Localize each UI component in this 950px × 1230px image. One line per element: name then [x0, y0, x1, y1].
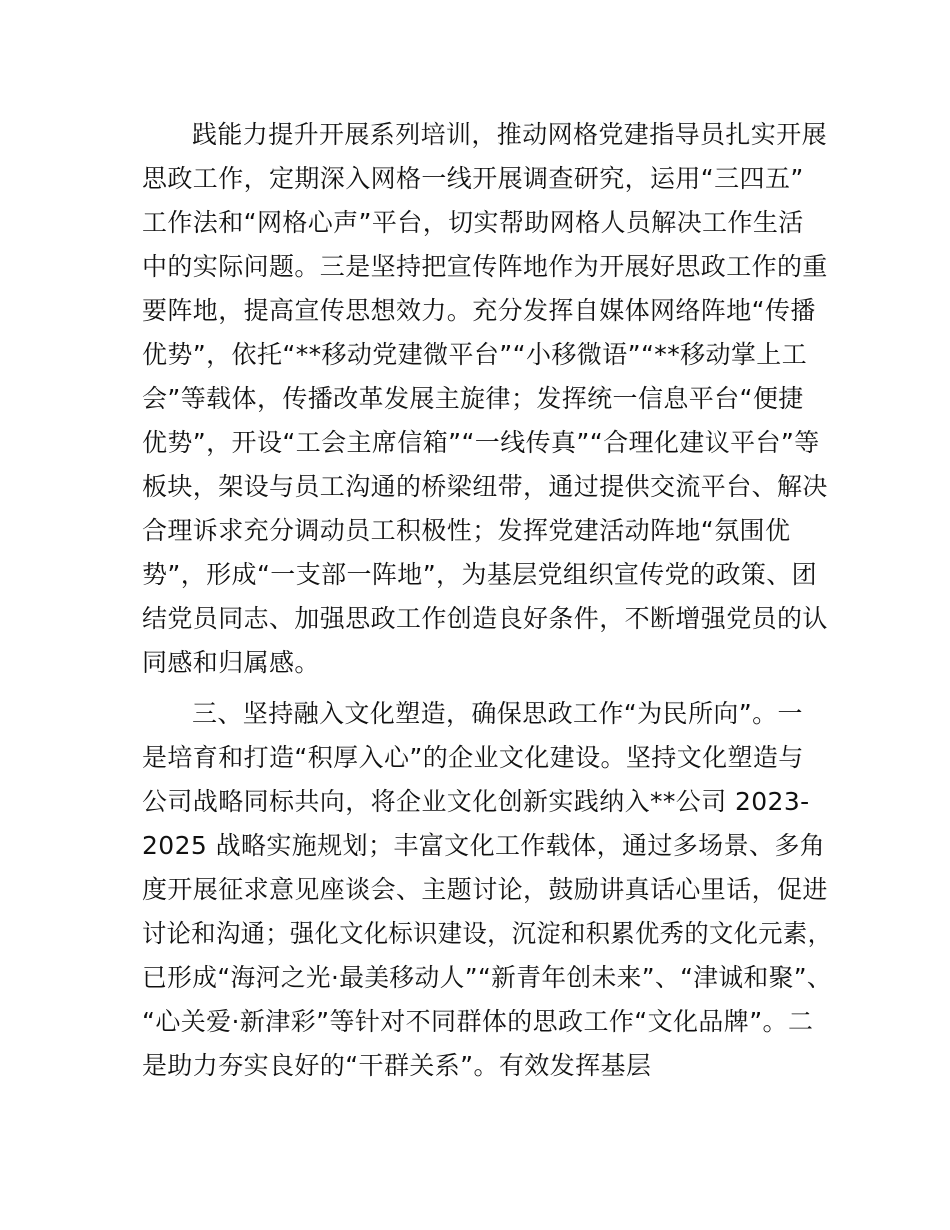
text-line: 2025 战略实施规划；丰富文化工作载体，通过多场景、多角 [142, 831, 826, 860]
text-line: 结党员同志、加强思政工作创造良好条件，不断增强党员的认 [142, 604, 828, 633]
text-line: 已形成“海河之光·最美移动人”“新青年创未来”、“津诚和聚”、 [142, 963, 833, 992]
text-line: 要阵地，提高宣传思想效力。充分发挥自媒体网络阵地“传播 [142, 296, 816, 325]
text-line: 同感和归属感。 [142, 648, 320, 677]
text-line: 思政工作，定期深入网格一线开展调查研究，运用“三四五” [142, 164, 804, 193]
text-line: 势”，形成“一支部一阵地”，为基层党组织宣传党的政策、团 [142, 560, 818, 589]
text-line: 合理诉求充分调动员工积极性；发挥党建活动阵地“氛围优 [142, 516, 791, 545]
text-line: 优势”，依托“**移动党建微平台”“小移微语”“**移动掌上工 [142, 340, 808, 369]
text-line: 度开展征求意见座谈会、主题讨论，鼓励讲真话心里话，促进 [142, 875, 828, 904]
text-line: 板块，架设与员工沟通的桥梁纽带，通过提供交流平台、解决 [142, 472, 828, 501]
text-line: 工作法和“网格心声”平台，切实帮助网格人员解决工作生活 [142, 208, 804, 237]
text-line: “心关爱·新津彩”等针对不同群体的思政工作“文化品牌”。二 [142, 1007, 814, 1036]
text-line: 公司战略同标共向，将企业文化创新实践纳入**公司 2023- [142, 787, 810, 816]
text-line: 优势”，开设“工会主席信箱”“一线传真”“合理化建议平台”等 [142, 428, 820, 457]
text-line: 讨论和沟通；强化文化标识建设，沉淀和积累优秀的文化元素， [142, 919, 833, 948]
text-line: 是助力夯实良好的“干群关系”。有效发挥基层 [142, 1051, 652, 1080]
text-line: 是培育和打造“积厚入心”的企业文化建设。坚持文化塑造与 [142, 743, 804, 772]
text-line: 三、坚持融入文化塑造，确保思政工作“为民所向”。一 [192, 699, 803, 728]
text-line: 践能力提升开展系列培训，推动网格党建指导员扎实开展 [192, 120, 828, 149]
text-line: 中的实际问题。三是坚持把宣传阵地作为开展好思政工作的重 [142, 252, 828, 281]
text-line: 会”等载体，传播改革发展主旋律；发挥统一信息平台“便捷 [142, 384, 804, 413]
